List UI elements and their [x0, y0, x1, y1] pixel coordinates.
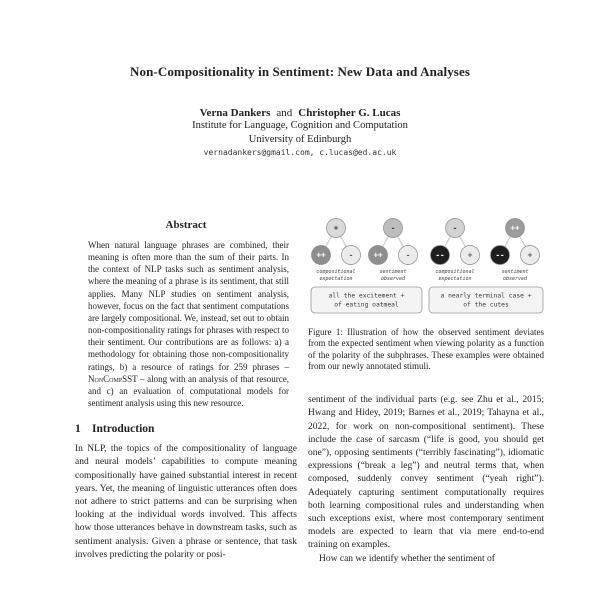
abstract-text [75, 239, 297, 409]
figure-1 [308, 218, 544, 372]
affiliation-line-2: University of Edinburgh [248, 133, 352, 145]
tree-caption-line: observed [502, 276, 528, 282]
tree-caption-line: sentiment [501, 269, 529, 275]
node-polarity-label: - [390, 223, 396, 233]
phrase-text-line: of eating oatmeal [334, 301, 399, 309]
paper-title: Non-Compositionality in Sentiment: New Data and Analyses [129, 64, 470, 79]
figure-1-trees [308, 218, 544, 318]
introduction-paragraph: In NLP, the topics of the compositionality of language and neural models’ capabilities to compute meaning compositionally have gained substantial interest in recent years. Yet, the meaning of linguistic utterances often does not adhere to strict patterns and can be surprising when looking at the individual words involved. This affects how those utterances behave in downstream tasks, such as sentiment analysis. Given a phrase or sentence, that task involves predicting the polarity or posi- [75, 444, 297, 560]
node-polarity-label: -- [435, 250, 445, 260]
tree-compositional-expectation-2 [431, 219, 480, 283]
tree-compositional-expectation-1 [312, 219, 361, 283]
node-polarity-label: ++ [373, 250, 383, 260]
node-polarity-label: - [348, 250, 354, 260]
author-line [0, 107, 600, 119]
figure-1-caption: Figure 1: Illustration of how the observed sentiment deviates from the expected sentiment when viewing polarity as a function of the polarity of the subphrases. These examples were obtained from our newly annotated stimuli. [308, 327, 544, 371]
node-polarity-label: - [405, 250, 411, 260]
right-column [308, 218, 544, 566]
abstract-part-1: When natural language phrases are combined, their meaning is often more than the sum of their parts. In the context of NLP tasks such as sentiment analysis, where the meaning of a phrase is its sentiment, that still applies. Many NLP studies on sentiment analysis, however, focus on the fact that sentiment computations are largely compositional. We, instead, set out to obtain non-compositionality ratings for phrases with respect to their sentiment. Our contributions are as follows: a) a methodology for obtaining those non-compositionality ratings, b) a resource of ratings for 259 phrases – [88, 240, 289, 372]
phrase-text-line: all the excitement + [328, 292, 405, 300]
tree-caption-line: expectation [319, 276, 353, 282]
node-polarity-label: + [527, 250, 533, 260]
section-heading-introduction [75, 423, 297, 435]
abstract-heading: Abstract [165, 219, 207, 231]
tree-caption-line: sentiment [379, 269, 407, 275]
example-group-2 [429, 219, 543, 314]
phrase-text-line: a nearly terminal case + [440, 292, 532, 300]
author-2: Christopher G. Lucas [298, 107, 401, 119]
tree-sentiment-observed-1 [369, 219, 418, 283]
and-text: and [276, 107, 293, 119]
tree-caption-line: observed [380, 276, 406, 282]
affiliation-line-1: Institute for Language, Cognition and Computation [192, 120, 408, 131]
left-column [75, 218, 297, 566]
paper-header [0, 64, 600, 157]
phrase-box [429, 287, 543, 313]
node-polarity-label: ++ [316, 250, 326, 260]
phrase-box [311, 287, 422, 313]
node-polarity-label: ++ [510, 223, 520, 233]
section-number: 1 [75, 423, 81, 436]
node-polarity-label: -- [495, 250, 505, 260]
resource-name: NonCompSST [88, 373, 138, 384]
body-paragraph-1: sentiment of the individual parts (e.g. see Zhu et al., 2015; Hwang and Hidey, 2019; Barnes et al., 2019; Tahayna et al., 2022, for work on non-compositional sentiment). These include the case of sarcasm (“life is good, you should get one”), opposing sentiments (“terribly fascinating”), idiomatic expressions (“break a leg”) and neutral terms that, when composed, suddenly convey sentiment (“yeah right”). Adequately capturing sentiment computationally requires both learning compositional rules and understanding when such exceptions exist, where most contemporary sentiment models are expected to learn that via mere end-to-end training on examples. [308, 395, 544, 551]
author-1: Verna Dankers [199, 107, 271, 119]
abstract-part-2: – along with an analysis of that resource, and c) an evaluation of computational models for sentiment analysis using this new resource. [88, 373, 289, 409]
tree-caption-line: expectation [438, 276, 472, 282]
node-polarity-label: + [467, 250, 473, 260]
node-polarity-label: - [452, 223, 458, 233]
two-column-body [75, 218, 544, 566]
phrase-text-line: of the cutes [463, 301, 509, 309]
body-paragraph-2: How can we identify whether the sentiment of [319, 553, 495, 564]
tree-sentiment-observed-2 [491, 219, 540, 283]
tree-caption-line: compositional [316, 269, 356, 275]
section-title: Introduction [92, 423, 155, 436]
tree-caption-line: compositional [435, 269, 475, 275]
example-group-1 [311, 219, 422, 314]
author-emails: vernadankers@gmail.com, c.lucas@ed.ac.uk [203, 148, 397, 157]
node-polarity-label: + [333, 223, 339, 233]
right-column-text [308, 394, 544, 566]
